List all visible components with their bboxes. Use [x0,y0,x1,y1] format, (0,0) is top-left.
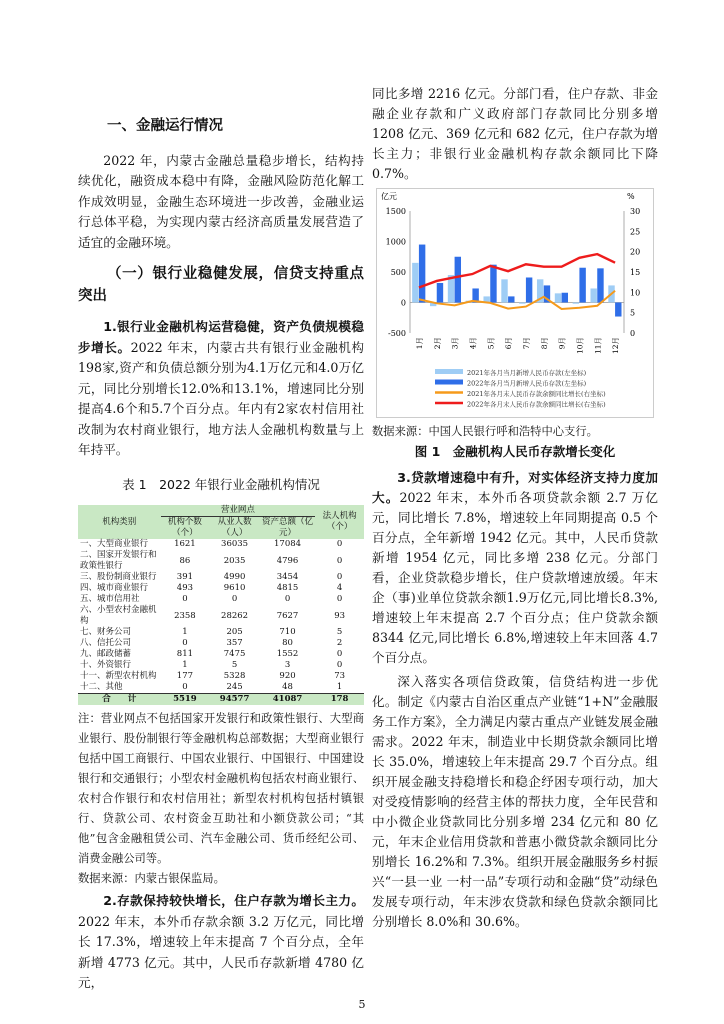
col-staff: 从业人数（人） [209,517,260,540]
legend-swatch [435,380,463,385]
bar-2022 [615,303,621,317]
right-tick-label: 15 [630,268,641,277]
table-cell: 80 [282,638,293,648]
table-cell: 205 [226,627,243,637]
table-row [78,638,364,649]
table-cell: 4796 [276,555,299,566]
table-row [78,605,364,627]
right-tick-label: 25 [630,227,641,237]
table-cell: 二、国家开发银行和政策性银行 [80,550,157,571]
item1-paragraph [78,317,364,461]
table-cell: 36035 [221,539,249,549]
table-cell: 0 [182,682,188,692]
table-cell: 5328 [223,671,246,681]
item1-text: 2022 年末，内蒙古共有银行业金融机构198家,资产和负债总额分别为4.1万亿元和4.0万亿元，同比分别增长12.0%和13.1%，增速同比分别提高4.6个和5.7个百分点。年内有2家农村信用社改制为农村商业银行，地方法人金融机构数量与上年持平。 [78,339,364,457]
right-tick-label: 30 [630,207,641,216]
table-cell: 28262 [221,610,249,621]
table-cell: 三、股份制商业银行 [80,572,157,582]
table-cell: 3454 [276,572,299,582]
total-cell: 合 计 [78,694,161,706]
total-cell: 41087 [260,694,315,706]
bar-2022 [437,283,443,303]
x-tick-label: 12月 [611,337,621,355]
item3-title: 3.贷款增速稳中有升，对实体经济支持力度加大。 [372,470,658,505]
table-cell: 493 [176,583,194,593]
table-cell: 920 [279,671,296,681]
bar-2022 [490,265,496,303]
table-cell: 5 [231,660,238,670]
table-cell: 九、邮政储蓄 [80,649,132,659]
institutions-table [78,505,364,705]
credit-policy-paragraph: 深入落实各项信贷政策，信贷结构进一步优化。制定《内蒙古自治区重点产业链“1+N”金融服务工作方案》，全力满足内蒙古重点产业链发展金融需求。2022 年末，制造业中长期贷款余额同比增长 35.0%，增速较上年末提高 29.7 个百分点。组织开展金融支持稳增长和稳企纾困专项行动，加大对受疫情影响的经营主体的帮扶力度，全年民营和中小微企业贷款同比分别多增 234 亿元和 80 亿元，年末企业信用贷款和普惠小微贷款余额同比分别增长 16.2%和 7.3%。组织开展金融服务乡村振兴“一县一业 一村一品”专项行动和金融“贷”动绿色发展专项行动，年末涉农贷款和绿色贷款余额同比分别增长 8.0%和 30.6%。 [372,674,658,929]
left-tick-label: -500 [388,329,406,338]
deposit-growth-chart [376,188,654,418]
table-row [78,583,364,594]
table-row [78,539,364,550]
bar-2021 [501,279,507,302]
x-tick-label: 11月 [593,337,603,355]
item2-paragraph [78,891,364,994]
legend-label: 2021年各月末人民币存款余额同比增长(右坐标) [467,390,606,398]
table-cell: 十二、其他 [80,682,123,692]
table-cell: 17084 [274,539,302,549]
table-cell: 六、小型农村金融机构 [80,605,157,626]
col-group: 营业网点 [161,505,316,517]
table-cell: 2358 [174,610,196,621]
bar-2022 [597,268,603,302]
table-cell: 5 [336,627,343,637]
left-tick-label: 1000 [385,237,406,247]
total-cell: 5519 [161,694,210,706]
table-row [78,660,364,671]
table-row [78,550,364,572]
table-cell: 0 [336,539,343,549]
item3-text: 2022 年末，本外币各项贷款余额 2.7 万亿元，同比增长 7.8%，增速较上年同期提高 0.5 个百分点，全年新增 1942 亿元。其中，人民币贷款新增 1954 亿元，同比多增 238 亿元。分部门看，企业贷款稳步增长，住户贷款增速放缓。年末企（事)业单位贷款余额1.9万亿元,同比增长8.3%,增速较上年末提高 2.7 个百分点；住户贷款余额 8344 亿元,同比增长 6.8%,增速较上年末回落 4.7 个百分点。 [372,490,659,665]
left-tick-label: 0 [400,298,406,308]
right-tick-label: 5 [630,308,636,318]
table-cell: 1 [182,627,188,637]
table-cell: 四、城市商业银行 [80,583,149,593]
x-tick-label: 8月 [539,337,549,350]
item2-text: 2022 年末，本外币存款余额 3.2 万亿元，同比增长 17.3%，增速较上年末提高 7 个百分点，全年新增 4773 亿元。其中，人民币存款新增 4780 亿元， [78,913,364,990]
table-row [78,594,364,605]
table-row [78,682,364,694]
table-cell: 0 [231,594,238,604]
table-cell: 7475 [223,649,246,659]
table-row [78,671,364,682]
right-tick-label: 20 [630,247,641,257]
table-cell: 4815 [276,583,299,593]
right-tick-label: 0 [630,329,636,338]
table-cell: 710 [279,627,296,637]
bar-2021 [555,293,561,302]
left-tick-label: 500 [390,268,406,277]
bar-2022 [526,277,532,302]
table-cell: 五、城市信用社 [80,594,140,604]
table-title: 表 1 2022 年银行业金融机构情况 [122,476,320,492]
bar-2022 [419,245,425,303]
table-cell: 2035 [223,555,246,566]
continued-paragraph: 同比多增 2216 亿元。分部门看，住户存款、非金融企业存款和广义政府部门存款同比分别多增 1208 亿元、369 亿元和 682 亿元，住户存款为增长主力；非银行业金融机构存款余额同比下降 0.7%。 [372,86,658,181]
col-assets: 资产总额（亿元） [260,517,315,540]
table-cell: 十、外资银行 [80,660,132,670]
x-tick-label: 1月 [414,337,424,350]
table-cell: 86 [179,555,191,566]
table-cell: 73 [334,671,346,681]
table-cell: 4990 [223,572,246,582]
table-cell: 0 [336,660,343,670]
right-column [372,84,658,932]
table-cell: 十一、新型农村机构 [80,671,157,681]
bar-2022 [508,296,514,302]
right-tick-label: 10 [630,288,641,298]
legend-label: 2022年各月末人民币存款余额同比增长(右坐标) [467,400,606,409]
table-cell: 245 [226,682,243,692]
table-total-row [78,694,364,706]
left-tick-label: 1500 [385,207,406,216]
bar-2022 [579,268,585,303]
x-tick-label: 7月 [521,337,531,350]
table-cell: 357 [226,638,243,648]
table-cell: 0 [182,638,188,648]
right-unit-label: % [627,192,635,201]
table-cell: 391 [176,572,194,582]
total-cell: 178 [315,694,364,706]
table-cell: 1621 [174,539,196,549]
table-cell: 七、财务公司 [80,627,132,637]
table-cell: 0 [336,572,343,582]
bar-2022 [562,293,568,303]
table-cell: 48 [282,682,293,692]
table-cell: 0 [336,649,343,659]
legend-label: 2021年各月当月新增人民币存款(左坐标) [467,369,587,377]
left-column [78,116,364,994]
item1-title: 1.银行业金融机构运营稳健，资产负债规模稳步增长。 [78,319,364,355]
table-cell: 1552 [276,649,299,659]
table-cell: 7627 [276,610,299,621]
table-cell: 2 [336,638,343,648]
item2-title: 2.存款保持较快增长，住户存款为增长主力。 [103,893,364,908]
table-cell: 4 [336,583,343,593]
item3-paragraph [372,468,658,668]
legend-swatch [435,369,463,374]
bar-2022 [455,257,461,303]
table-cell: 0 [336,555,343,566]
bar-2021 [412,263,418,303]
bar-2021 [590,288,596,302]
table-cell: 八、信托公司 [80,638,132,648]
x-tick-label: 5月 [486,337,496,350]
table-cell: 0 [336,594,343,604]
x-tick-label: 6月 [504,337,514,350]
x-tick-label: 3月 [450,337,460,350]
col-count: 机构个数（个） [161,517,210,540]
table-cell: 0 [284,594,291,604]
table-cell: 93 [334,610,346,621]
legend-label: 2022年各月当月新增人民币存款(左坐标) [467,379,587,388]
table-cell: 一、大型商业银行 [80,539,149,549]
table-cell: 1 [182,660,188,670]
table-cell: 811 [176,649,194,659]
table-note: 注：营业网点不包括国家开发银行和政策性银行、大型商业银行、股份制银行等金融机构总部数据；大型商业银行包括中国工商银行、中国农业银行、中国银行、中国建设银行和交通银行；小型农村金融机构包括农村商业银行、农村合作银行和农村信用社；新型农村机构包括村镇银行、贷款公司、农村资金互助社和小额贷款公司；“其他”包含金融租赁公司、汽车金融公司、货币经纪公司、消费金融公司等。 [78,712,364,865]
left-unit-label: 亿元 [381,192,397,201]
table-row [78,649,364,660]
bar-2021 [573,303,579,304]
x-tick-label: 4月 [468,337,478,350]
total-cell: 94577 [209,694,260,706]
page-number: 5 [358,998,366,1011]
col-category: 机构类别 [78,505,161,539]
bar-2021 [519,303,525,304]
table-cell: 0 [182,594,188,604]
table-cell: 3 [284,660,291,670]
table-cell: 9610 [223,583,246,593]
x-tick-label: 10月 [575,337,585,355]
x-tick-label: 9月 [557,337,567,350]
col-legal: 法人机构（个） [315,505,364,539]
figure-caption: 图 1 金融机构人民币存款增长变化 [414,444,616,459]
subsection-heading: （一）银行业稳健发展，信贷支持重点突出 [78,266,364,304]
table-cell: 1 [336,682,343,692]
chart-source: 数据来源：中国人民银行呼和浩特中心支行。 [372,425,598,438]
table-row [78,572,364,583]
table-row [78,627,364,638]
x-tick-label: 2月 [432,337,442,350]
intro-paragraph: 2022 年，内蒙古金融总量稳步增长，结构持续优化，融资成本稳中有降，金融风险防范化解工作成效明显，金融生态环境进一步改善，金融业运行总体平稳，为实现内蒙古经济高质量发展营造了适宜的金融环境。 [78,152,364,250]
table-source: 数据来源：内蒙古银保监局。 [78,872,225,885]
table-cell: 177 [176,671,194,681]
section-heading: 一、金融运行情况 [107,118,223,134]
